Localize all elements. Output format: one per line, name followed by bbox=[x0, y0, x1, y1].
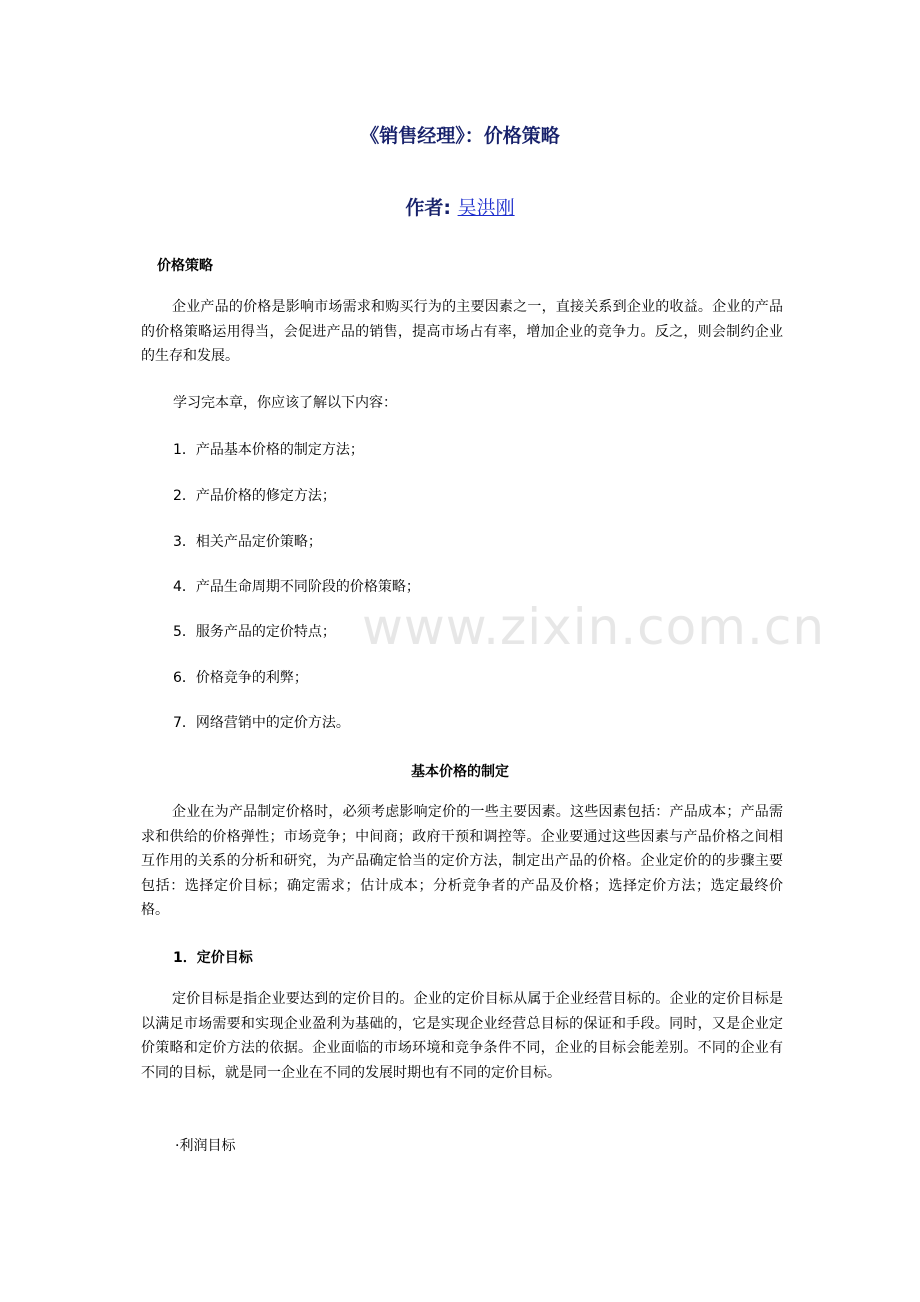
basic-price-heading: 基本价格的制定 bbox=[411, 764, 509, 780]
objective-item-4 bbox=[173, 577, 420, 597]
objective-number: 1． bbox=[173, 442, 196, 458]
objective-text: 产品基本价格的制定方法； bbox=[195, 442, 364, 458]
bullet-profit-objective: ·利润目标 bbox=[175, 1138, 236, 1154]
objective-text: 产品生命周期不同阶段的价格策略； bbox=[195, 579, 420, 595]
pricing-objective-heading: 1．定价目标 bbox=[173, 950, 253, 966]
author-line bbox=[0, 193, 920, 220]
objective-number: 4． bbox=[173, 579, 196, 595]
objective-number: 3． bbox=[173, 534, 196, 550]
objective-item-5 bbox=[173, 622, 336, 642]
objective-number: 7． bbox=[173, 715, 196, 731]
objective-text: 相关产品定价策略； bbox=[195, 534, 322, 550]
study-intro: 学习完本章，你应该了解以下内容： bbox=[173, 395, 397, 411]
watermark: www.zixin.com.cn bbox=[362, 598, 826, 656]
pricing-objective-paragraph: 定价目标是指企业要达到的定价目的。企业的定价目标从属于企业经营目标的。企业的定价目标是以满足市场需要和实现企业盈利为基础的，它是实现企业经营总目标的保证和手段。同时，又是企业定价策略和定价方法的依据。企业面临的市场环境和竞争条件不同，企业的目标会能差别。不同的企业有不同的目标，就是同一企业在不同的发展时期也有不同的定价目标。 bbox=[141, 991, 783, 1081]
objective-item-2 bbox=[173, 486, 336, 506]
objective-number: 6． bbox=[173, 670, 196, 686]
objective-text: 服务产品的定价特点； bbox=[195, 624, 336, 640]
objective-item-1 bbox=[173, 440, 364, 460]
objective-text: 网络营销中的定价方法。 bbox=[195, 715, 350, 731]
objective-number: 5． bbox=[173, 624, 196, 640]
document-title: 《销售经理》：价格策略 bbox=[360, 125, 560, 147]
section-heading: 价格策略 bbox=[157, 258, 213, 274]
basic-price-paragraph: 企业在为产品制定价格时，必须考虑影响定价的一些主要因素。这些因素包括：产品成本；产品需求和供给的价格弹性；市场竞争；中间商；政府干预和调控等。企业要通过这些因素与产品价格之间相互作用的关系的分析和研究，为产品确定恰当的定价方法，制定出产品的价格。企业定价的的步骤主要包括：选择定价目标；确定需求；估计成本；分析竞争者的产品及价格；选择定价方法；选定最终价格。 bbox=[141, 804, 783, 918]
objective-text: 产品价格的修定方法； bbox=[195, 488, 336, 504]
objective-item-6 bbox=[173, 668, 308, 688]
author-label: 作者: bbox=[405, 197, 458, 219]
objective-item-3 bbox=[173, 532, 322, 552]
objective-text: 价格竞争的利弊； bbox=[195, 670, 308, 686]
objective-item-7 bbox=[173, 713, 350, 733]
objective-number: 2． bbox=[173, 488, 196, 504]
author-link[interactable]: 吴洪刚 bbox=[457, 197, 515, 219]
intro-paragraph: 企业产品的价格是影响市场需求和购买行为的主要因素之一，直接关系到企业的收益。企业的产品的价格策略运用得当，会促进产品的销售，提高市场占有率，增加企业的竞争力。反之，则会制约企业的生存和发展。 bbox=[141, 299, 783, 364]
